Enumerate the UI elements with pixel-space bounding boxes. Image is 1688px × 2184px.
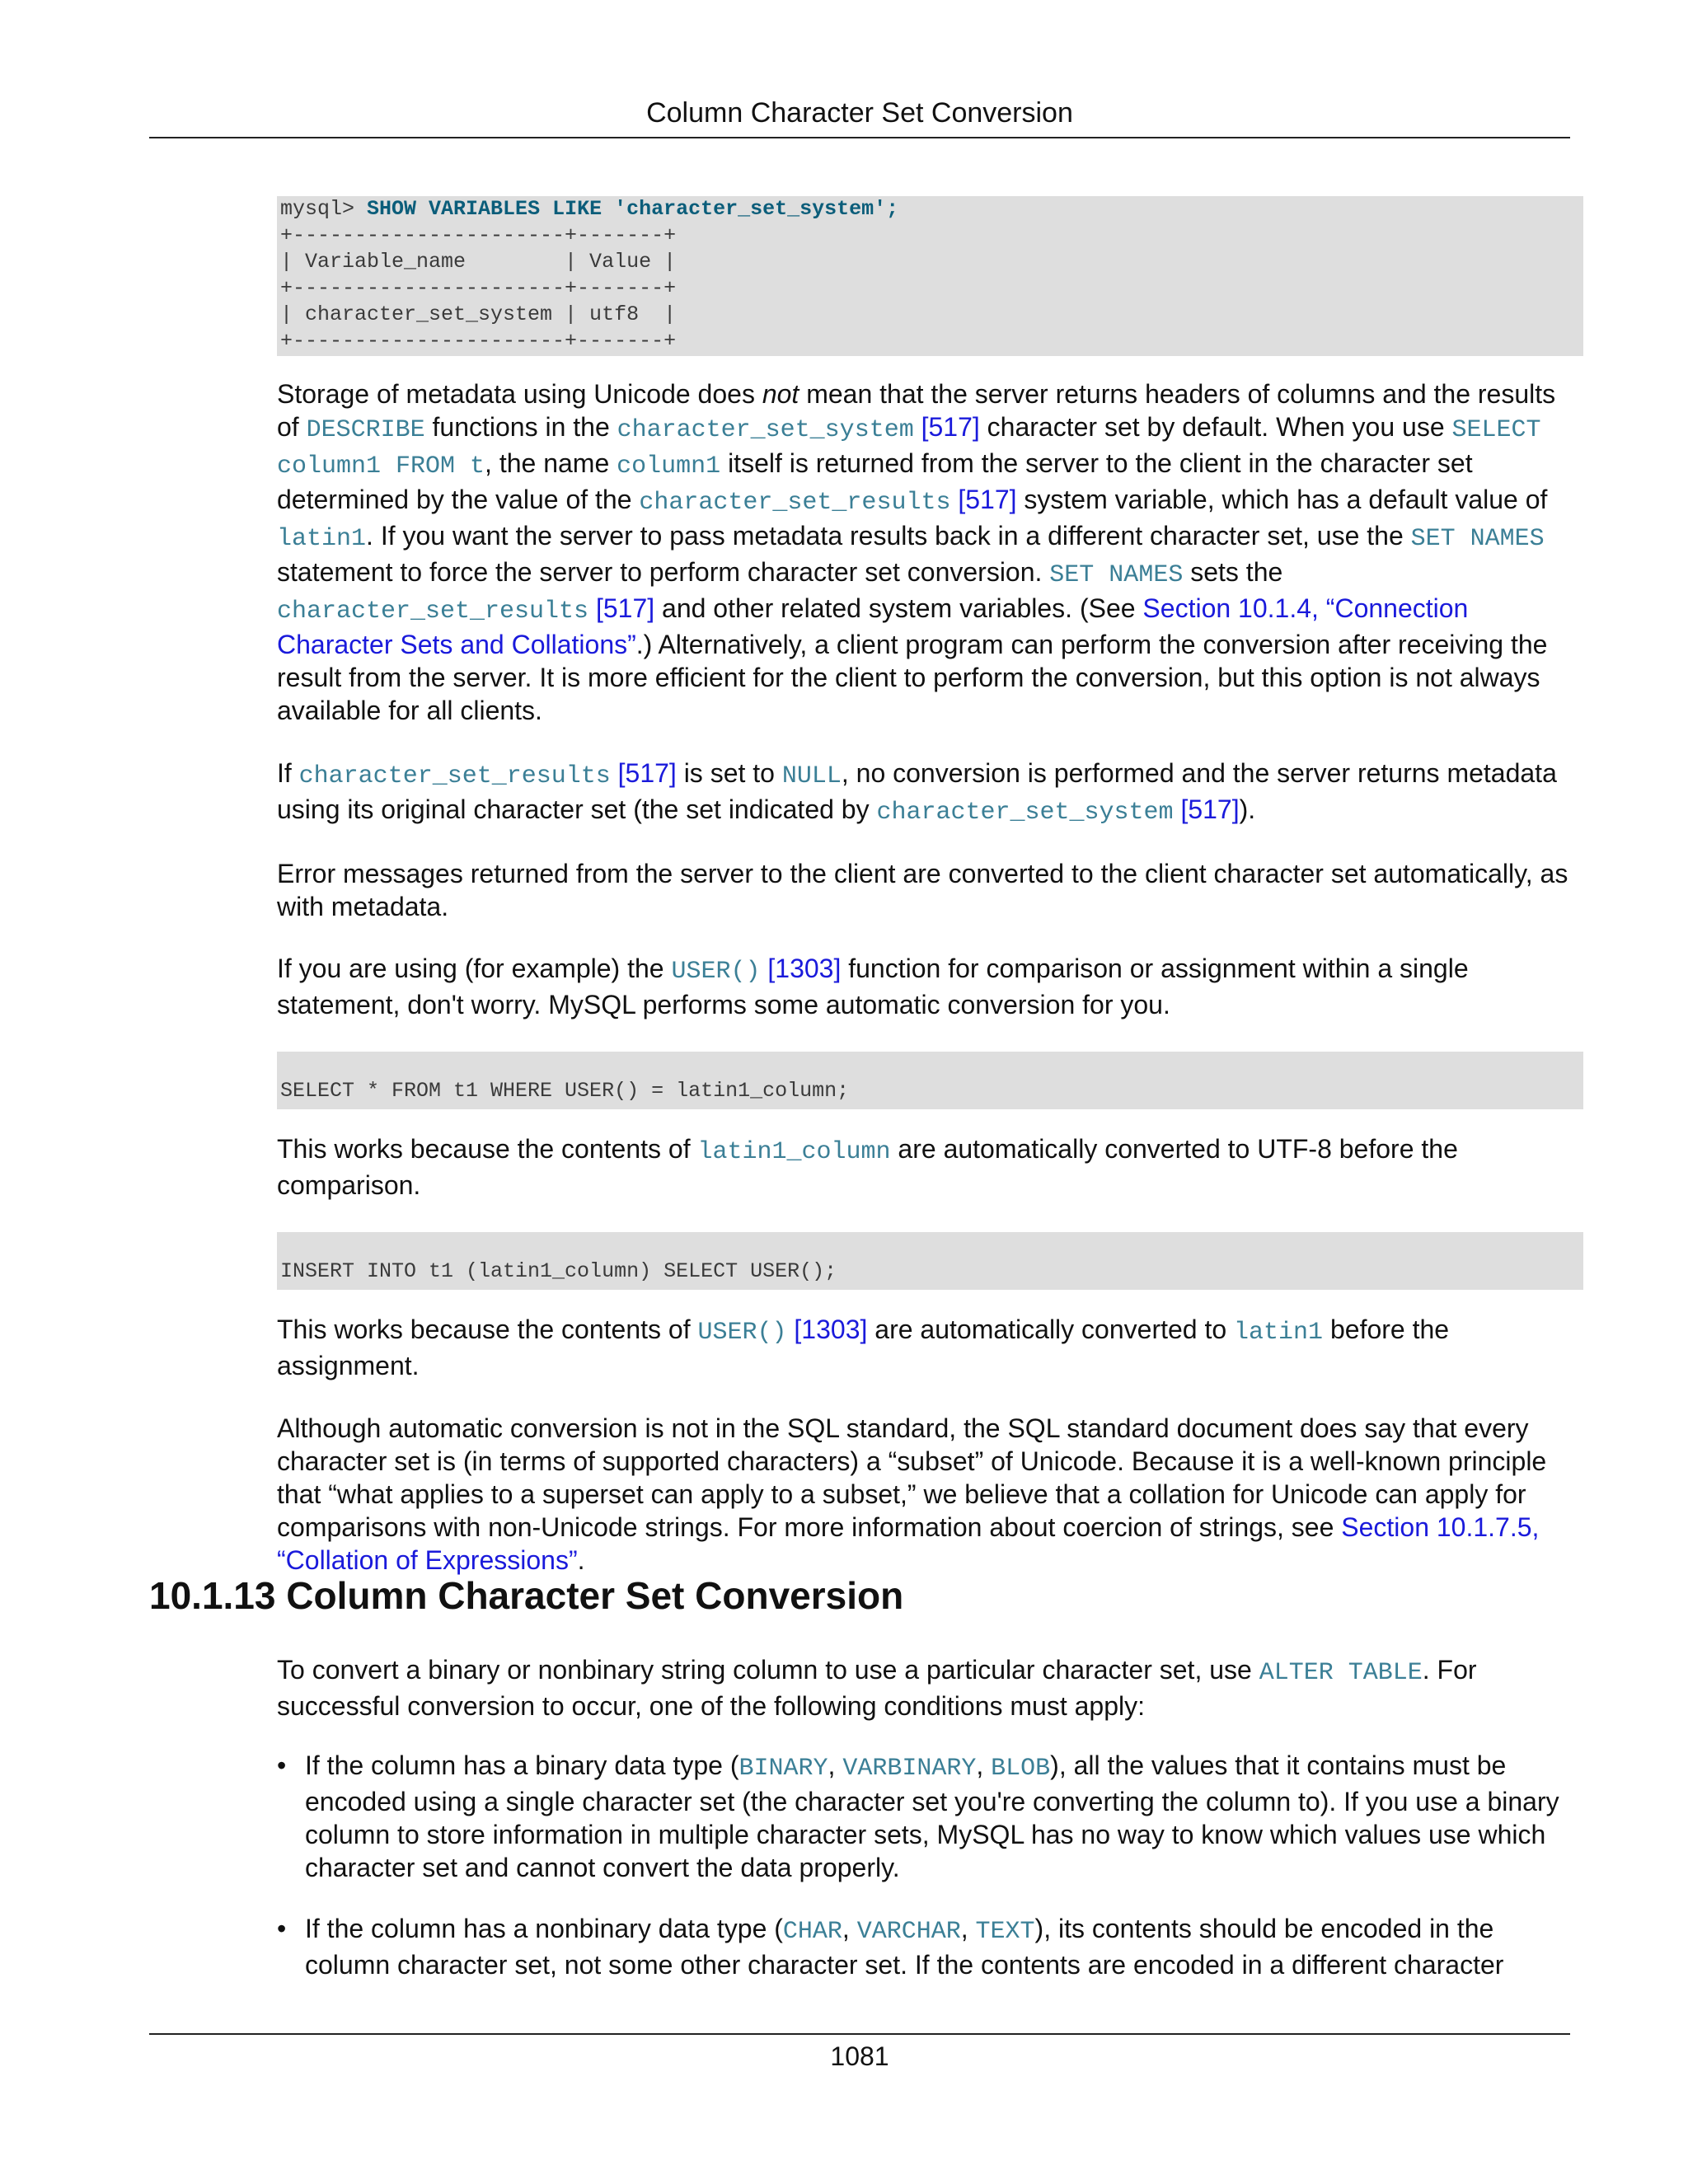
code-select: SELECT column1 FROM t	[277, 416, 1541, 480]
text: function for comparison or assignment within a single statement, don't worry. MySQL performs some automatic conversion for you.	[277, 954, 1469, 1019]
text: If the column has a binary data type (	[305, 1750, 739, 1780]
text: .) Alternatively, a client program can perform the conversion after receiving the result from the server. It is more efficient for the client to perform the conversion, but this option is not always available for all clients.	[277, 630, 1548, 725]
paragraph-works-comparison	[277, 1132, 1583, 1202]
text: This works because the contents of	[277, 1315, 698, 1344]
paragraph-metadata-unicode	[277, 377, 1583, 727]
text: are automatically converted to	[867, 1315, 1235, 1344]
text: Error messages returned from the server to the client are converted to the client character set automatically, as with metadata.	[277, 859, 1568, 921]
code-latin1: latin1	[277, 525, 367, 553]
code-line: +----------------------+-------+	[280, 276, 677, 300]
page-number: 1081	[830, 2041, 889, 2071]
paragraph-user-function	[277, 952, 1583, 1021]
link-ref-517[interactable]: [517]	[913, 412, 980, 442]
section-heading: 10.1.13 Column Character Set Conversion	[149, 1574, 904, 1617]
code-user: USER()	[697, 1319, 787, 1347]
text: Although automatic conversion is not in the SQL standard, the SQL standard document does say that every character set is (in terms of supported characters) a “subset” of Unicode. Because it is a well-known principle that “what applies to a superset can apply to a subset,” we believe that a collation for Unicode can apply for comparisons with non-Unicode strings. For more information about coercion of strings, see	[277, 1413, 1547, 1542]
text: ), all the values that it contains must be encoded using a single character set (the character set you're converting the column to). If you use a binary column to store information in multiple character sets, MySQL has no way to know which values use which character set and cannot convert the data properly.	[305, 1750, 1559, 1882]
footer-rule	[149, 2033, 1570, 2035]
code-blob: BLOB	[991, 1755, 1051, 1783]
text: itself is returned from the server to the client in the character set determined by the value of the	[277, 448, 1473, 514]
code-char: CHAR	[782, 1918, 842, 1946]
link-section-10-1-4[interactable]: Section 10.1.4, “Connection Character Sets and Collations”	[277, 593, 1469, 659]
code-column1: column1	[617, 452, 721, 480]
link-ref-1303[interactable]: [1303]	[760, 954, 842, 983]
text: ), its contents should be encoded in the column character set, not some other character set. If the contents are encoded in a different character	[305, 1914, 1504, 1980]
text: ,	[842, 1914, 857, 1943]
code-user: USER()	[671, 958, 761, 986]
code-describe: DESCRIBE	[306, 416, 425, 444]
code-line: +----------------------+-------+	[280, 329, 677, 353]
text: If	[277, 758, 299, 788]
text: To convert a binary or nonbinary string column to use a particular character set, use	[277, 1655, 1259, 1685]
text: is set to	[676, 758, 782, 788]
bullet-dot: •	[277, 1914, 287, 1943]
text: before the assignment.	[277, 1315, 1450, 1380]
text: , the name	[485, 448, 617, 478]
link-section-10-1-7-5[interactable]: Section 10.1.7.5, “Collation of Expressions”	[277, 1512, 1540, 1575]
code-block-show-variables	[277, 196, 1583, 356]
text: character set by default. When you use	[979, 412, 1452, 442]
text: , no conversion is performed and the server returns metadata using its original character set (the set indicated by	[277, 758, 1557, 824]
link-ref-517[interactable]: [517]	[588, 593, 655, 623]
code-varchar: VARCHAR	[856, 1918, 961, 1946]
text: ).	[1239, 794, 1256, 824]
code-block-insert: INSERT INTO t1 (latin1_column) SELECT USER();	[277, 1232, 1583, 1290]
code-line: | character_set_system | utf8 |	[280, 302, 677, 326]
link-ref-517[interactable]: [517]	[610, 758, 677, 788]
code-latin1: latin1	[1234, 1319, 1324, 1347]
text: and other related system variables. (See	[654, 593, 1143, 623]
header-rule	[149, 137, 1570, 138]
code-character-set-results: character_set_results	[277, 598, 589, 626]
emphasis: not	[762, 379, 799, 409]
code-text: TEXT	[975, 1918, 1035, 1946]
code-varbinary: VARBINARY	[842, 1755, 977, 1783]
text: ,	[828, 1750, 843, 1780]
link-ref-1303[interactable]: [1303]	[786, 1315, 868, 1344]
text: This works because the contents of	[277, 1134, 698, 1164]
code-prompt: mysql>	[280, 197, 368, 221]
code-latin1-column: latin1_column	[697, 1138, 891, 1166]
text: ,	[976, 1750, 992, 1780]
link-ref-517[interactable]: [517]	[950, 485, 1017, 514]
code-binary: BINARY	[738, 1755, 828, 1783]
text: sets the	[1183, 557, 1283, 587]
text: statement to force the server to perform character set conversion.	[277, 557, 1050, 587]
paragraph-null-results	[277, 757, 1583, 829]
bullet-binary	[277, 1749, 1583, 1884]
code-character-set-system: character_set_system	[876, 799, 1174, 827]
paragraph-error-messages	[277, 857, 1583, 923]
text: Storage of metadata using Unicode does	[277, 379, 762, 409]
page-header: Column Character Set Conversion	[646, 97, 1073, 129]
paragraph-alter-table	[277, 1653, 1583, 1722]
text: If the column has a nonbinary data type (	[305, 1914, 783, 1943]
text: system variable, which has a default value of	[1016, 485, 1548, 514]
code-command: SHOW VARIABLES LIKE 'character_set_system';	[367, 197, 899, 221]
text: ,	[960, 1914, 976, 1943]
code-line: | Variable_name | Value |	[280, 250, 677, 274]
link-ref-517[interactable]: [517]	[1173, 794, 1240, 824]
paragraph-works-assignment	[277, 1313, 1583, 1382]
code-character-set-system: character_set_system	[617, 416, 914, 444]
bullet-nonbinary	[277, 1912, 1583, 1981]
code-null: NULL	[781, 762, 842, 790]
content-section	[277, 1653, 1583, 1981]
paragraph-sql-standard	[277, 1412, 1583, 1577]
text: .	[577, 1545, 585, 1575]
code-alter-table: ALTER TABLE	[1259, 1659, 1423, 1687]
text: mean that the server returns headers of columns and the results of	[277, 379, 1556, 442]
code-set-names: SET NAMES	[1049, 561, 1184, 589]
code-character-set-results: character_set_results	[639, 489, 951, 517]
text: . For successful conversion to occur, one of the following conditions must apply:	[277, 1655, 1477, 1721]
text: . If you want the server to pass metadata results back in a different character set, use the	[366, 521, 1411, 551]
code-character-set-results: character_set_results	[298, 762, 611, 790]
content-top	[277, 196, 1583, 1577]
code-block-select: SELECT * FROM t1 WHERE USER() = latin1_column;	[277, 1052, 1583, 1109]
text: are automatically converted to UTF-8 before the comparison.	[277, 1134, 1458, 1200]
code-set-names: SET NAMES	[1410, 525, 1545, 553]
text: If you are using (for example) the	[277, 954, 672, 983]
bullet-dot: •	[277, 1750, 287, 1780]
text: functions in the	[424, 412, 617, 442]
code-line: +----------------------+-------+	[280, 223, 677, 247]
